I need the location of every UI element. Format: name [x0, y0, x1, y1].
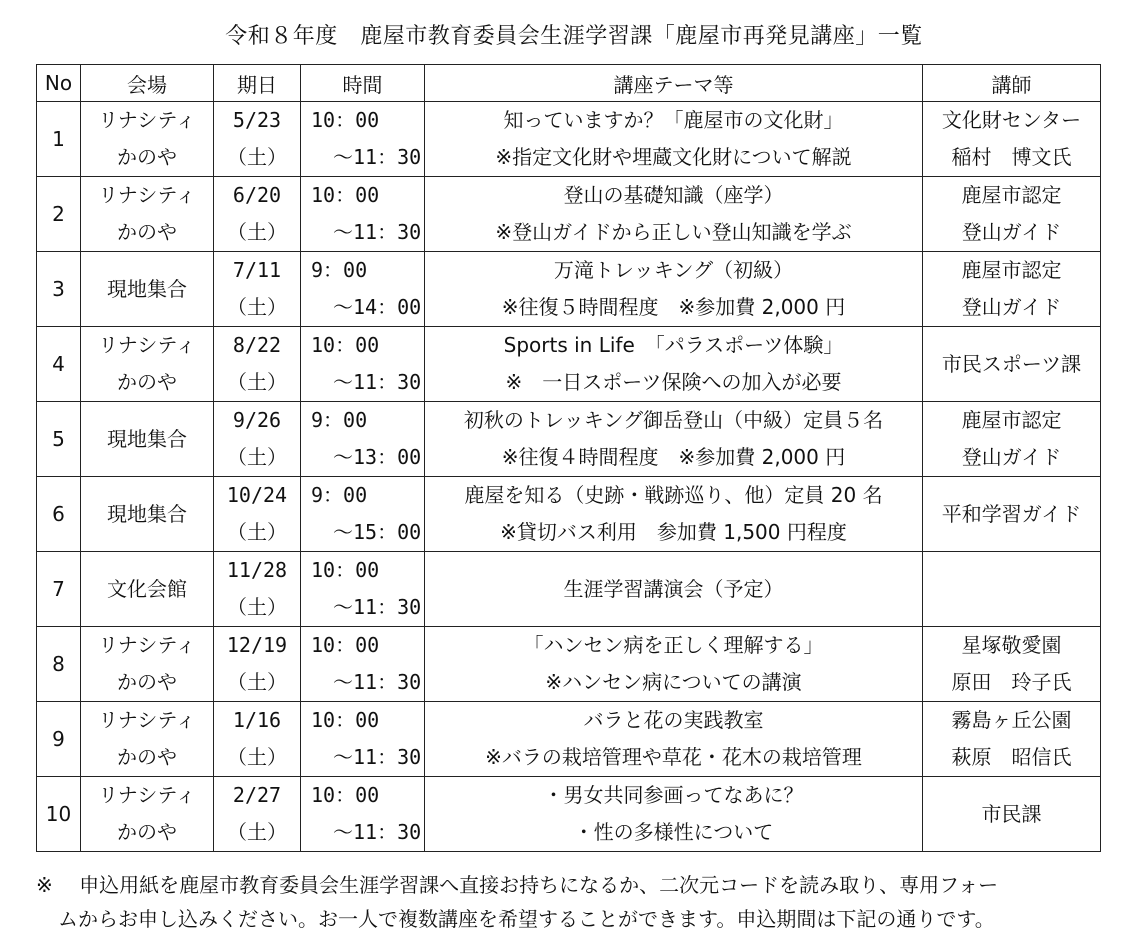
table-row [37, 627, 1101, 702]
end-time: ～15：00 [333, 520, 422, 544]
theme-cell [425, 102, 923, 177]
start-time: 10：00 [311, 783, 380, 807]
date-value: 12/19 [226, 633, 288, 657]
theme-title: 登山の基礎知識（座学） [563, 183, 784, 207]
lecture-schedule-table [36, 64, 1101, 852]
lecturer-line-1: 霧島ヶ丘公園 [951, 708, 1072, 732]
theme-cell [425, 477, 923, 552]
header-venue: 会場 [81, 65, 214, 102]
theme-title: 「ハンセン病を正しく理解する」 [523, 633, 824, 657]
table-row [37, 177, 1101, 252]
start-time: 9：00 [311, 258, 368, 282]
header-no: No [37, 65, 81, 102]
date-cell [214, 177, 301, 252]
end-time: ～11：30 [333, 145, 422, 169]
date-cell [214, 327, 301, 402]
venue-cell [81, 777, 214, 852]
theme-cell [425, 177, 923, 252]
theme-detail: ※バラの栽培管理や草花・花木の栽培管理 [485, 745, 862, 769]
date-value: 9/26 [232, 408, 282, 432]
table-row [37, 777, 1101, 852]
date-cell [214, 252, 301, 327]
start-time: 9：00 [311, 483, 368, 507]
date-value: 7/11 [232, 258, 282, 282]
theme-title: 鹿屋を知る（史跡・戦跡巡り、他）定員 20 名 [464, 483, 883, 507]
note-line-1: ※ 申込用紙を鹿屋市教育委員会生涯学習課へ直接お持ちになるか、二次元コードを読み取り、専用フォー [36, 873, 999, 897]
lecturer-line-2: 原田 玲子氏 [951, 670, 1072, 694]
table-row [37, 252, 1101, 327]
theme-cell [425, 252, 923, 327]
venue-cell: 現地集合 [81, 477, 214, 552]
row-number: 1 [37, 102, 81, 177]
lecturer-line-2: 萩原 昭信氏 [951, 745, 1072, 769]
weekday: （土） [227, 820, 287, 844]
theme-cell [425, 402, 923, 477]
venue-cell: 文化会館 [81, 552, 214, 627]
theme-detail: ※ 一日スポーツ保険への加入が必要 [505, 370, 842, 394]
date-value: 8/22 [232, 333, 282, 357]
end-time: ～11：30 [333, 745, 422, 769]
venue-cell: 現地集合 [81, 252, 214, 327]
row-number: 7 [37, 552, 81, 627]
row-number: 5 [37, 402, 81, 477]
lecturer-line-2: 登山ガイド [961, 445, 1062, 469]
lecturer-cell: 市民課 [923, 777, 1101, 852]
theme-cell [425, 327, 923, 402]
date-cell [214, 777, 301, 852]
time-cell [301, 252, 425, 327]
weekday: （土） [227, 220, 287, 244]
end-time: ～13：00 [333, 445, 422, 469]
venue-cell [81, 627, 214, 702]
time-cell [301, 552, 425, 627]
time-cell [301, 327, 425, 402]
date-value: 5/23 [232, 108, 282, 132]
theme-title: 初秋のトレッキング御岳登山（中級）定員５名 [463, 408, 884, 432]
end-time: ～11：30 [333, 820, 422, 844]
lecturer-line-2: 登山ガイド [961, 295, 1062, 319]
lecturer-cell: 市民スポーツ課 [923, 327, 1101, 402]
date-value: 11/28 [226, 558, 288, 582]
venue-line-2: かのや [117, 745, 177, 769]
weekday: （土） [227, 595, 287, 619]
lecturer-cell: 平和学習ガイド [923, 477, 1101, 552]
venue-line-1: リナシティ [98, 708, 196, 732]
time-cell [301, 777, 425, 852]
venue-line-1: リナシティ [98, 108, 196, 132]
theme-title: バラと花の実践教室 [583, 708, 764, 732]
date-cell [214, 402, 301, 477]
venue-line-2: かのや [117, 820, 177, 844]
row-number: 8 [37, 627, 81, 702]
time-cell [301, 627, 425, 702]
theme-detail: ※往復５時間程度 ※参加費 2,000 円 [501, 295, 846, 319]
theme-detail: ※ハンセン病についての講演 [545, 670, 802, 694]
theme-detail: ※登山ガイドから正しい登山知識を学ぶ [495, 220, 852, 244]
lecturer-line-2: 登山ガイド [961, 220, 1062, 244]
venue-line-1: リナシティ [98, 183, 196, 207]
lecturer-line-1: 星塚敬愛園 [961, 633, 1062, 657]
weekday: （土） [227, 745, 287, 769]
lecturer-cell [923, 702, 1101, 777]
end-time: ～11：30 [333, 595, 422, 619]
weekday: （土） [227, 145, 287, 169]
time-cell [301, 177, 425, 252]
date-cell [214, 552, 301, 627]
lecturer-cell [923, 402, 1101, 477]
lecturer-cell [923, 102, 1101, 177]
venue-cell [81, 177, 214, 252]
time-cell [301, 477, 425, 552]
end-time: ～14：00 [333, 295, 422, 319]
application-note [36, 868, 1106, 936]
header-date: 期日 [214, 65, 301, 102]
theme-title: Sports in Life 「パラスポーツ体験」 [503, 333, 844, 357]
venue-line-1: リナシティ [98, 783, 196, 807]
time-cell [301, 402, 425, 477]
table-row [37, 552, 1101, 627]
weekday: （土） [227, 670, 287, 694]
theme-cell [425, 702, 923, 777]
date-cell [214, 102, 301, 177]
theme-detail: ※指定文化財や埋蔵文化財について解説 [495, 145, 852, 169]
venue-line-1: リナシティ [98, 333, 196, 357]
venue-line-1: リナシティ [98, 633, 196, 657]
header-theme: 講座テーマ等 [425, 65, 923, 102]
table-row [37, 702, 1101, 777]
table-row [37, 402, 1101, 477]
row-number: 6 [37, 477, 81, 552]
venue-line-2: かのや [117, 670, 177, 694]
date-cell [214, 702, 301, 777]
lecturer-cell [923, 252, 1101, 327]
time-cell [301, 702, 425, 777]
row-number: 4 [37, 327, 81, 402]
start-time: 10：00 [311, 558, 380, 582]
end-time: ～11：30 [333, 670, 422, 694]
lecturer-line-1: 鹿屋市認定 [961, 258, 1062, 282]
table-row [37, 102, 1101, 177]
date-cell [214, 477, 301, 552]
lecturer-line-1: 鹿屋市認定 [961, 408, 1062, 432]
header-lecturer: 講師 [923, 65, 1101, 102]
date-cell [214, 627, 301, 702]
start-time: 10：00 [311, 633, 380, 657]
weekday: （土） [227, 370, 287, 394]
theme-detail: ※往復４時間程度 ※参加費 2,000 円 [501, 445, 846, 469]
date-value: 10/24 [226, 483, 288, 507]
lecturer-cell [923, 627, 1101, 702]
lecturer-line-1: 文化財センター [941, 108, 1082, 132]
lecturer-line-2: 稲村 博文氏 [951, 145, 1072, 169]
row-number: 3 [37, 252, 81, 327]
start-time: 10：00 [311, 708, 380, 732]
row-number: 2 [37, 177, 81, 252]
header-row [37, 65, 1101, 102]
lecturer-cell [923, 177, 1101, 252]
page-title: 令和８年度 鹿屋市教育委員会生涯学習課「鹿屋市再発見講座」一覧 [225, 24, 923, 49]
end-time: ～11：30 [333, 370, 422, 394]
date-value: 6/20 [232, 183, 282, 207]
table-row [37, 477, 1101, 552]
start-time: 10：00 [311, 333, 380, 357]
end-time: ～11：30 [333, 220, 422, 244]
theme-title: 知っていますか？「鹿屋市の文化財」 [503, 108, 844, 132]
theme-detail: ・性の多様性について [573, 820, 774, 844]
venue-line-2: かのや [117, 220, 177, 244]
venue-cell: 現地集合 [81, 402, 214, 477]
theme-title: ・男女共同参画ってなあに？ [543, 783, 804, 807]
venue-line-2: かのや [117, 370, 177, 394]
venue-cell [81, 327, 214, 402]
note-line-2: ムからお申し込みください。お一人で複数講座を希望することができます。申込期間は下記の通りです。 [58, 907, 995, 931]
theme-cell [425, 627, 923, 702]
table-row [37, 327, 1101, 402]
venue-cell [81, 702, 214, 777]
weekday: （土） [227, 295, 287, 319]
theme-cell: 生涯学習講演会（予定） [425, 552, 923, 627]
lecturer-line-1: 鹿屋市認定 [961, 183, 1062, 207]
venue-cell [81, 102, 214, 177]
header-time: 時間 [301, 65, 425, 102]
theme-detail: ※貸切バス利用 参加費 1,500 円程度 [500, 520, 847, 544]
start-time: 9：00 [311, 408, 368, 432]
venue-line-2: かのや [117, 145, 177, 169]
time-cell [301, 102, 425, 177]
date-value: 2/27 [232, 783, 282, 807]
theme-cell [425, 777, 923, 852]
theme-title: 万滝トレッキング（初級） [553, 258, 794, 282]
row-number: 9 [37, 702, 81, 777]
lecturer-cell [923, 552, 1101, 627]
row-number: 10 [37, 777, 81, 852]
date-value: 1/16 [232, 708, 282, 732]
start-time: 10：00 [311, 183, 380, 207]
start-time: 10：00 [311, 108, 380, 132]
weekday: （土） [227, 445, 287, 469]
weekday: （土） [227, 520, 287, 544]
